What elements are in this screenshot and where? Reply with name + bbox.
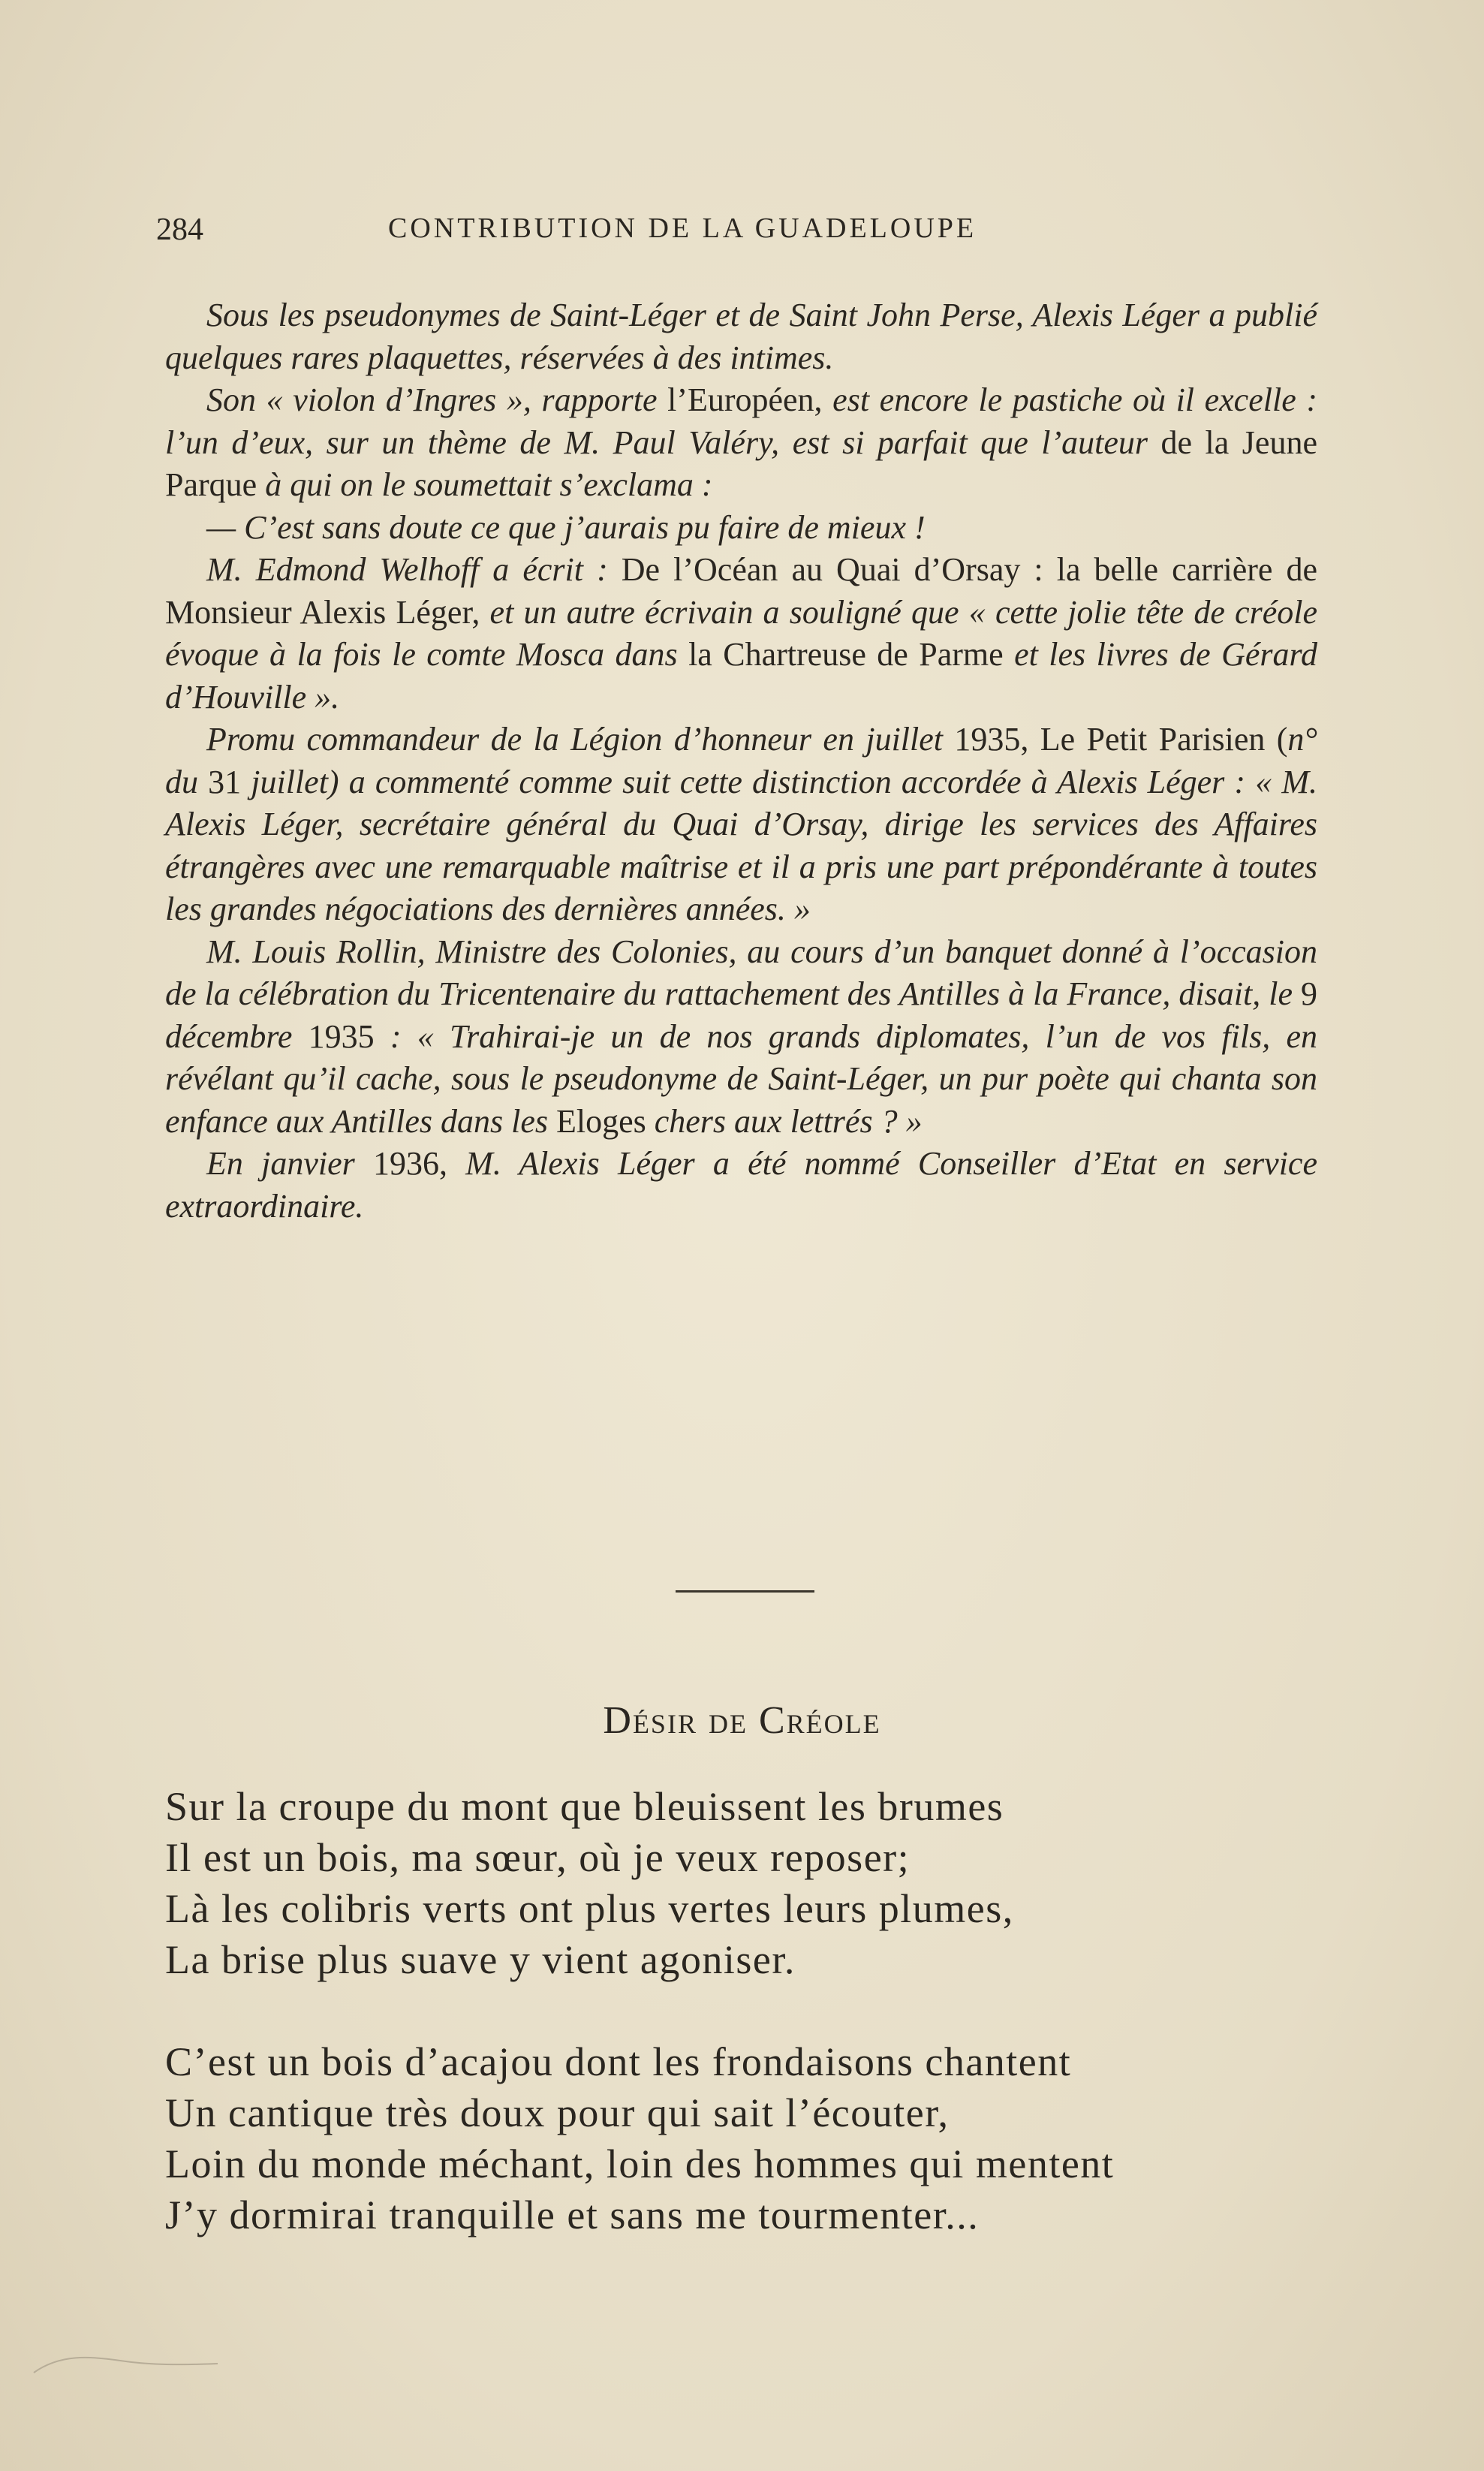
verse-line: C’est un bois d’acajou dont les frondaisons chantent: [165, 2039, 1072, 2084]
paragraph-text-roman: la Chartreuse de Parme: [688, 636, 1004, 673]
paragraph-text: M. Alexis Léger a été nommé Conseiller d’Etat en service extraordinaire.: [165, 1145, 1317, 1225]
paragraph-violon-ingres: [165, 379, 1317, 507]
paragraph-legion-honneur: [165, 719, 1317, 931]
paragraph-text-roman: l’Européen,: [667, 381, 823, 418]
verse-line: Là les colibris verts ont plus vertes leurs plumes,: [165, 1886, 1014, 1931]
paragraph-text: décembre: [165, 1017, 309, 1055]
verse-line: J’y dormirai tranquille et sans me tourmenter...: [165, 2192, 980, 2237]
paragraph-text-roman: 1935: [308, 1017, 375, 1055]
paragraph-text: Sous les pseudonymes de Saint-Léger et de Saint John Perse, Alexis Léger a publié quelques rares plaquettes, réservées à des intimes.: [165, 297, 1317, 376]
verse-line: Il est un bois, ma sœur, où je veux reposer;: [165, 1835, 911, 1880]
stanza: [165, 1781, 1366, 1985]
paragraph-text: — C’est sans doute ce que j’aurais pu faire de mieux !: [206, 508, 926, 546]
paragraph-text: à qui on le soumettait s’exclama :: [257, 466, 713, 503]
paragraph-text: M. Edmond Welhoff a écrit :: [206, 551, 622, 588]
paragraph-text: : « Trahirai-je un de nos grands diplomates, l’un de vos fils, en révélant qu’il cache, sous le pseudonyme de Saint-Léger, un pur poète qui chanta son enfance aux Antilles dans les: [165, 1017, 1317, 1140]
paragraph-welhoff: [165, 549, 1317, 719]
stanza: [165, 2036, 1366, 2240]
paragraph-rollin: [165, 931, 1317, 1144]
paragraph-text-roman: Eloges: [555, 1102, 646, 1140]
verse-line: La brise plus suave y vient agoniser.: [165, 1937, 796, 1982]
paragraph-text: M. Louis Rollin, Ministre des Colonies, au cours d’un banquet donné à l’occasion de la célébration du Tricentenaire du rattachement des Antilles à la France, disait, le: [165, 933, 1317, 1012]
paragraph-text: et les livres de Gérard d’Houville ».: [165, 636, 1318, 716]
verse-line: Loin du monde méchant, loin des hommes qui mentent: [165, 2141, 1115, 2186]
verse-line: Un cantique très doux pour qui sait l’écouter,: [165, 2090, 950, 2135]
poem-title: Désir de Créole: [603, 1699, 881, 1742]
paragraph-pseudonymes: [165, 294, 1317, 379]
paragraph-text-roman: 1936,: [372, 1145, 447, 1182]
paragraph-text-roman: 9: [1301, 975, 1317, 1012]
page-number: 284: [156, 212, 203, 247]
paragraph-text: n° du: [165, 721, 1317, 800]
paragraph-text-roman: 31: [208, 763, 242, 800]
paragraph-text: Promu commandeur de la Légion d’honneur en juillet: [206, 721, 955, 758]
paragraph-text: est encore le pastiche où il excelle : l’un d’eux, sur un thème de M. Paul Valéry, est si parfait que l’auteur: [165, 381, 1317, 461]
paragraph-text-roman: de la Jeune Parque: [165, 423, 1317, 503]
pencil-mark: [30, 2350, 225, 2380]
running-head: CONTRIBUTION DE LA GUADELOUPE: [388, 212, 977, 244]
verse-line: Sur la croupe du mont que bleuissent les brumes: [165, 1784, 1004, 1829]
paragraph-text: En janvier: [206, 1145, 373, 1182]
poem-body: [165, 1781, 1366, 2292]
paragraph-quote: [165, 507, 1317, 550]
paragraph-conseiller-etat: [165, 1143, 1317, 1228]
paragraph-text: Son « violon d’Ingres », rapporte: [206, 381, 668, 418]
paragraph-text: juillet) a commenté comme suit cette distinction accordée à Alexis Léger : « M. Alexis Léger, secrétaire général du Quai d’Orsay, dirige les services des Affaires étrangères avec une remarquable maîtrise et il a pris une part prépondérante à toutes les grandes négociations des dernières années. »: [165, 763, 1317, 927]
paragraph-text-roman: 1935, Le Petit Parisien (: [954, 721, 1288, 758]
prose-body: [165, 294, 1317, 1228]
paragraph-text-roman: De l’Océan au Quai d’Orsay : la belle carrière de Monsieur Alexis Léger,: [165, 551, 1317, 631]
section-divider: [676, 1590, 814, 1593]
paragraph-text: chers aux lettrés ? »: [646, 1102, 923, 1140]
page-header: [0, 212, 1484, 249]
paragraph-text: et un autre écrivain a souligné que « cette jolie tête de créole évoque à la fois le comte Mosca dans: [165, 593, 1317, 673]
